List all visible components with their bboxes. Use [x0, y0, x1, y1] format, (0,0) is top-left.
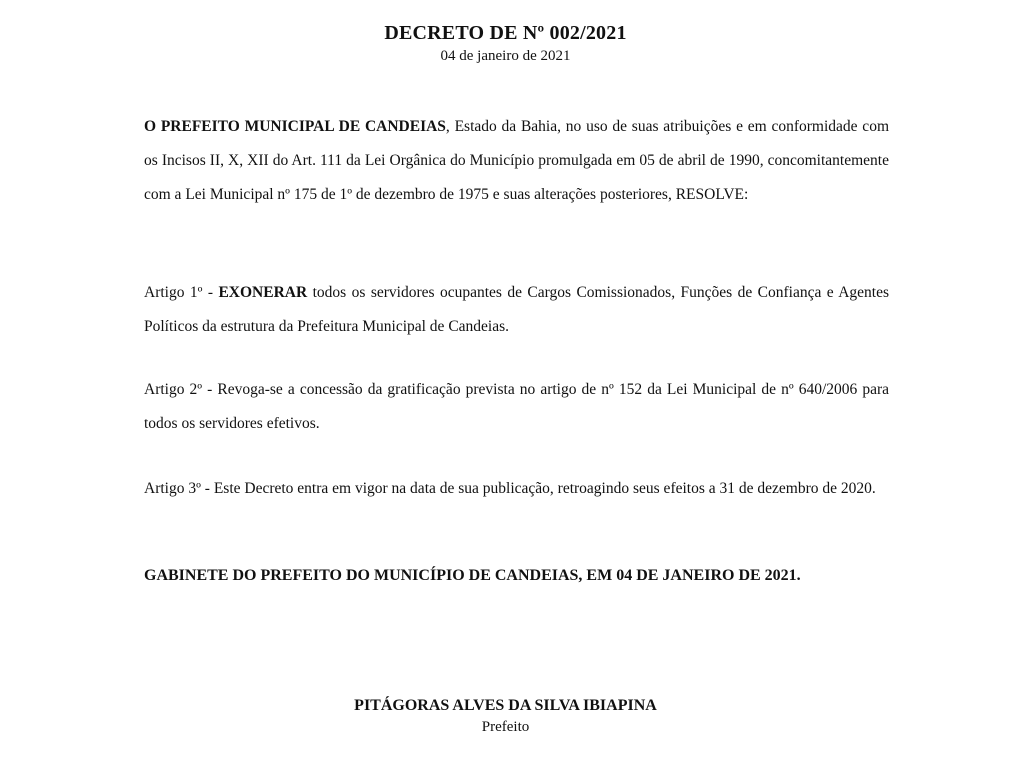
signer-role: Prefeito — [481, 719, 530, 735]
article-1-text: todos os servidores ocupantes de Cargos Comissionados, Funções de Confiança e Agentes Políticos da estrutura da Prefeitura Municipal de Candeias. — [144, 284, 889, 335]
article-2-text: Revoga-se a concessão da gratificação prevista no artigo de nº 152 da Lei Municipal de nº 640/2006 para todos os servidores efetivos. — [144, 381, 889, 432]
article-3-text: Este Decreto entra em vigor na data de sua publicação, retroagindo seus efeitos a 31 de dezembro de 2020. — [213, 480, 876, 497]
decree-title: DECRETO DE Nº 002/2021 — [384, 22, 627, 44]
closing-statement: GABINETE DO PREFEITO DO MUNICÍPIO DE CANDEIAS, EM 04 DE JANEIRO DE 2021. — [144, 567, 801, 584]
intro-text: , Estado da Bahia, no uso de suas atribuições e em conformidade com os Incisos II, X, XII do Art. 111 da Lei Orgânica do Município promulgada em 05 de abril de 1990, concomitantemente com a Lei Municipal nº 175 de 1º de dezembro de 1975 e suas alterações posteriores, RESOLVE: — [144, 118, 889, 203]
signer-name: PITÁGORAS ALVES DA SILVA IBIAPINA — [354, 697, 657, 714]
article-1-bold: EXONERAR — [218, 284, 308, 301]
article-1 — [144, 276, 889, 344]
decree-date: 04 de janeiro de 2021 — [440, 48, 571, 64]
intro-bold-lead: O PREFEITO MUNICIPAL DE CANDEIAS — [144, 118, 446, 135]
article-2 — [144, 373, 889, 441]
article-2-lead: Artigo 2º - — [144, 381, 218, 398]
article-3 — [144, 472, 889, 506]
intro-paragraph — [144, 110, 889, 212]
article-3-lead: Artigo 3º - — [144, 480, 214, 497]
article-1-lead: Artigo 1º - — [144, 284, 219, 301]
